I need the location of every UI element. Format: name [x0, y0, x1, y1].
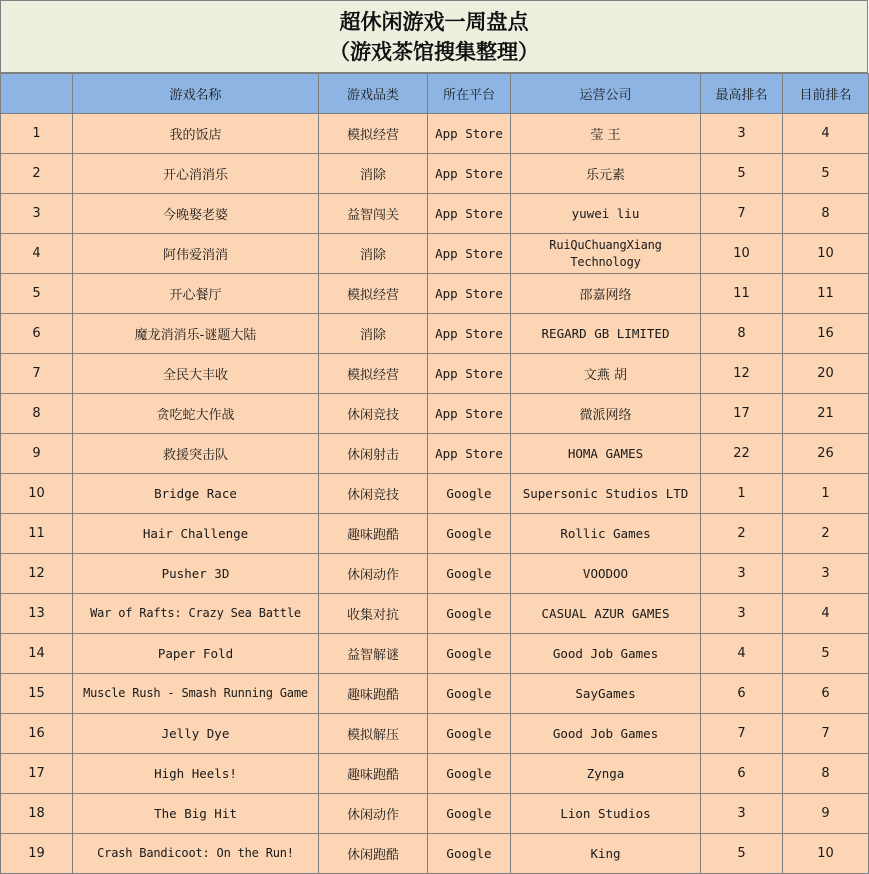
cell-best-rank: 7 — [701, 714, 783, 754]
cell-category: 趣味跑酷 — [319, 514, 428, 554]
cell-platform: App Store — [428, 314, 511, 354]
cell-company: HOMA GAMES — [511, 434, 701, 474]
cell-category: 模拟经营 — [319, 274, 428, 314]
header-category: 游戏品类 — [319, 74, 428, 114]
table-row — [1, 674, 869, 714]
cell-current-rank: 4 — [783, 594, 869, 634]
cell-index: 13 — [1, 594, 73, 634]
cell-index: 19 — [1, 834, 73, 874]
cell-game-name: 我的饭店 — [73, 114, 319, 154]
cell-best-rank: 8 — [701, 314, 783, 354]
cell-best-rank: 3 — [701, 594, 783, 634]
cell-platform: Google — [428, 674, 511, 714]
cell-company: Lion Studios — [511, 794, 701, 834]
table-row — [1, 474, 869, 514]
table-row — [1, 234, 869, 274]
cell-best-rank: 5 — [701, 834, 783, 874]
cell-current-rank: 9 — [783, 794, 869, 834]
cell-index: 16 — [1, 714, 73, 754]
cell-company: 文燕 胡 — [511, 354, 701, 394]
table-row — [1, 634, 869, 674]
cell-platform: App Store — [428, 434, 511, 474]
cell-platform: Google — [428, 754, 511, 794]
cell-category: 趣味跑酷 — [319, 674, 428, 714]
cell-category: 消除 — [319, 314, 428, 354]
header-game-name: 游戏名称 — [73, 74, 319, 114]
cell-current-rank: 7 — [783, 714, 869, 754]
table-row — [1, 354, 869, 394]
table-row — [1, 794, 869, 834]
cell-index: 11 — [1, 514, 73, 554]
cell-index: 17 — [1, 754, 73, 794]
cell-platform: Google — [428, 794, 511, 834]
cell-index: 8 — [1, 394, 73, 434]
table-row — [1, 594, 869, 634]
table-row — [1, 834, 869, 874]
cell-category: 休闲竞技 — [319, 474, 428, 514]
cell-game-name: Hair Challenge — [73, 514, 319, 554]
cell-game-name: Crash Bandicoot: On the Run! — [73, 834, 319, 874]
cell-category: 休闲动作 — [319, 554, 428, 594]
cell-category: 趣味跑酷 — [319, 754, 428, 794]
cell-platform: App Store — [428, 154, 511, 194]
cell-company: Good Job Games — [511, 634, 701, 674]
cell-best-rank: 12 — [701, 354, 783, 394]
cell-index: 5 — [1, 274, 73, 314]
cell-current-rank: 16 — [783, 314, 869, 354]
cell-index: 4 — [1, 234, 73, 274]
cell-game-name: Pusher 3D — [73, 554, 319, 594]
table-row — [1, 274, 869, 314]
header-platform: 所在平台 — [428, 74, 511, 114]
table-row — [1, 194, 869, 234]
cell-game-name: War of Rafts: Crazy Sea Battle — [73, 594, 319, 634]
cell-index: 12 — [1, 554, 73, 594]
cell-company: REGARD GB LIMITED — [511, 314, 701, 354]
cell-current-rank: 8 — [783, 194, 869, 234]
cell-best-rank: 5 — [701, 154, 783, 194]
cell-game-name: 全民大丰收 — [73, 354, 319, 394]
cell-platform: Google — [428, 474, 511, 514]
cell-company: Zynga — [511, 754, 701, 794]
cell-index: 2 — [1, 154, 73, 194]
cell-current-rank: 21 — [783, 394, 869, 434]
cell-index: 10 — [1, 474, 73, 514]
cell-platform: Google — [428, 554, 511, 594]
cell-index: 9 — [1, 434, 73, 474]
table-row — [1, 714, 869, 754]
cell-company: Good Job Games — [511, 714, 701, 754]
title-line-2: （游戏茶馆搜集整理） — [329, 39, 539, 64]
cell-game-name: 今晚娶老婆 — [73, 194, 319, 234]
cell-best-rank: 3 — [701, 554, 783, 594]
cell-current-rank: 26 — [783, 434, 869, 474]
cell-best-rank: 22 — [701, 434, 783, 474]
cell-company: yuwei liu — [511, 194, 701, 234]
header-row — [1, 74, 869, 114]
cell-platform: App Store — [428, 274, 511, 314]
cell-index: 6 — [1, 314, 73, 354]
cell-platform: App Store — [428, 394, 511, 434]
ranking-table — [0, 73, 869, 874]
title-line-1: 超休闲游戏一周盘点 — [339, 9, 529, 34]
cell-current-rank: 5 — [783, 634, 869, 674]
cell-company: 莹 王 — [511, 114, 701, 154]
table-row — [1, 754, 869, 794]
cell-index: 3 — [1, 194, 73, 234]
cell-category: 消除 — [319, 234, 428, 274]
cell-platform: Google — [428, 714, 511, 754]
header-best-rank: 最高排名 — [701, 74, 783, 114]
table-row — [1, 554, 869, 594]
cell-game-name: Paper Fold — [73, 634, 319, 674]
cell-best-rank: 4 — [701, 634, 783, 674]
header-index — [1, 74, 73, 114]
cell-category: 益智解谜 — [319, 634, 428, 674]
cell-best-rank: 7 — [701, 194, 783, 234]
cell-platform: App Store — [428, 234, 511, 274]
cell-game-name: 阿伟爱消消 — [73, 234, 319, 274]
cell-current-rank: 4 — [783, 114, 869, 154]
header-current-rank: 目前排名 — [783, 74, 869, 114]
cell-platform: Google — [428, 514, 511, 554]
cell-company: RuiQuChuangXiang Technology — [511, 234, 701, 274]
cell-company: Supersonic Studios LTD — [511, 474, 701, 514]
cell-best-rank: 10 — [701, 234, 783, 274]
cell-category: 模拟经营 — [319, 114, 428, 154]
cell-best-rank: 3 — [701, 114, 783, 154]
cell-company: SayGames — [511, 674, 701, 714]
cell-current-rank: 5 — [783, 154, 869, 194]
cell-category: 益智闯关 — [319, 194, 428, 234]
cell-platform: Google — [428, 594, 511, 634]
cell-best-rank: 6 — [701, 674, 783, 714]
cell-company: King — [511, 834, 701, 874]
cell-game-name: Jelly Dye — [73, 714, 319, 754]
cell-category: 休闲射击 — [319, 434, 428, 474]
cell-company: 微派网络 — [511, 394, 701, 434]
cell-current-rank: 8 — [783, 754, 869, 794]
cell-current-rank: 3 — [783, 554, 869, 594]
cell-best-rank: 2 — [701, 514, 783, 554]
table-row — [1, 514, 869, 554]
cell-best-rank: 17 — [701, 394, 783, 434]
cell-game-name: 开心消消乐 — [73, 154, 319, 194]
cell-platform: App Store — [428, 354, 511, 394]
sheet-title — [0, 0, 868, 73]
cell-game-name: 救援突击队 — [73, 434, 319, 474]
cell-index: 15 — [1, 674, 73, 714]
cell-index: 14 — [1, 634, 73, 674]
cell-best-rank: 6 — [701, 754, 783, 794]
cell-company: 乐元素 — [511, 154, 701, 194]
table-row — [1, 314, 869, 354]
cell-best-rank: 1 — [701, 474, 783, 514]
cell-game-name: 开心餐厅 — [73, 274, 319, 314]
cell-category: 模拟经营 — [319, 354, 428, 394]
cell-game-name: 魔龙消消乐-谜题大陆 — [73, 314, 319, 354]
cell-platform: Google — [428, 634, 511, 674]
cell-best-rank: 11 — [701, 274, 783, 314]
table-row — [1, 394, 869, 434]
cell-best-rank: 3 — [701, 794, 783, 834]
table-row — [1, 154, 869, 194]
cell-game-name: 贪吃蛇大作战 — [73, 394, 319, 434]
cell-index: 18 — [1, 794, 73, 834]
cell-platform: App Store — [428, 114, 511, 154]
cell-current-rank: 10 — [783, 834, 869, 874]
cell-current-rank: 20 — [783, 354, 869, 394]
cell-company: CASUAL AZUR GAMES — [511, 594, 701, 634]
cell-company: Rollic Games — [511, 514, 701, 554]
cell-platform: Google — [428, 834, 511, 874]
cell-current-rank: 1 — [783, 474, 869, 514]
cell-game-name: The Big Hit — [73, 794, 319, 834]
cell-game-name: High Heels! — [73, 754, 319, 794]
cell-index: 1 — [1, 114, 73, 154]
cell-game-name: Bridge Race — [73, 474, 319, 514]
cell-category: 休闲竞技 — [319, 394, 428, 434]
cell-company: VOODOO — [511, 554, 701, 594]
cell-category: 休闲跑酷 — [319, 834, 428, 874]
cell-index: 7 — [1, 354, 73, 394]
cell-current-rank: 11 — [783, 274, 869, 314]
cell-platform: App Store — [428, 194, 511, 234]
header-company: 运营公司 — [511, 74, 701, 114]
cell-category: 收集对抗 — [319, 594, 428, 634]
cell-current-rank: 6 — [783, 674, 869, 714]
cell-category: 消除 — [319, 154, 428, 194]
cell-game-name: Muscle Rush - Smash Running Game — [73, 674, 319, 714]
cell-current-rank: 10 — [783, 234, 869, 274]
table-row — [1, 114, 869, 154]
cell-current-rank: 2 — [783, 514, 869, 554]
cell-category: 休闲动作 — [319, 794, 428, 834]
table-row — [1, 434, 869, 474]
cell-company: 邵嘉网络 — [511, 274, 701, 314]
cell-category: 模拟解压 — [319, 714, 428, 754]
